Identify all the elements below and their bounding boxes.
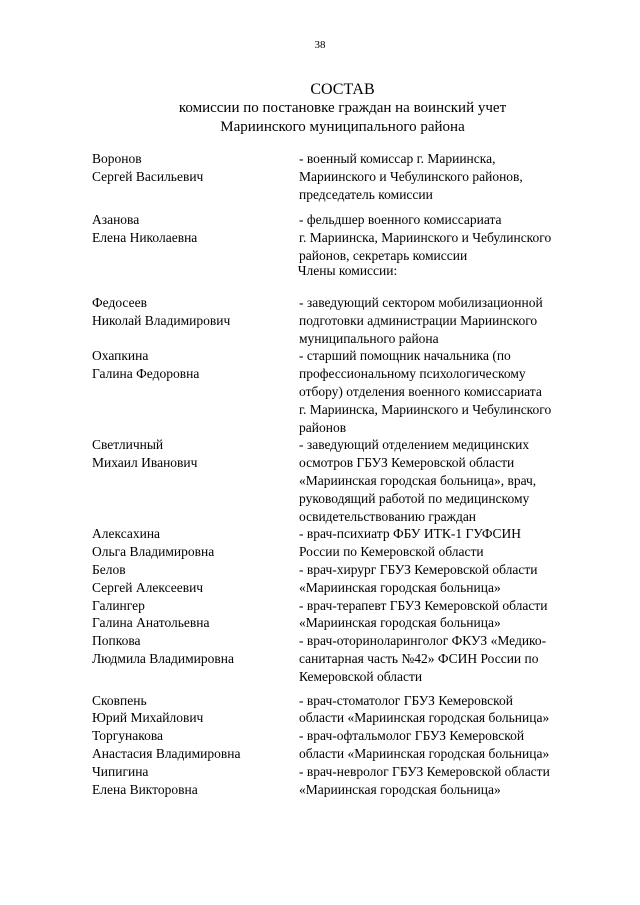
member-name: Белов Сергей Алексеевич [92, 561, 204, 595]
member-role: - врач-хирург ГБУЗ Кемеровской области «Мариинская городская больница» [299, 561, 538, 595]
member-name: Сковпень Юрий Михайлович [92, 692, 204, 726]
members-title: Члены комиссии: [297, 263, 398, 278]
member-role: - фельдшер военного комиссариата г. Мариинска, Мариинского и Чебулинского районов, секретарь комиссии [299, 212, 552, 263]
member-name: Светличный Михаил Иванович [92, 437, 198, 471]
list-item [92, 211, 602, 264]
list-item [92, 597, 602, 633]
list-item [92, 632, 602, 685]
member-role: - врач-терапевт ГБУЗ Кемеровской области «Мариинская городская больница» [299, 597, 548, 631]
leadership-list [92, 150, 602, 265]
heading-title: СОСТАВ [310, 81, 375, 98]
member-name: Галингер Галина Анатольевна [92, 597, 210, 631]
member-name: Федосеев Николай Владимирович [92, 295, 231, 328]
member-name: Охапкина Галина Федоровна [92, 348, 200, 382]
heading-line-2: Мариинского муниципального района [220, 119, 465, 135]
member-name: Алексахина Ольга Владимировна [92, 526, 215, 560]
list-item [92, 561, 602, 597]
list-item [92, 727, 602, 763]
member-role: - врач-психиатр ФБУ ИТК-1 ГУФСИН России по Кемеровской области [299, 526, 522, 560]
list-item [92, 692, 602, 728]
document-heading [80, 80, 605, 137]
member-name: Торгунакова Анастасия Владимировна [92, 728, 241, 761]
member-role: - врач-офтальмолог ГБУЗ Кемеровской области «Мариинская городская больница» [299, 728, 550, 761]
member-role: - военный комиссар г. Мариинска, Мариинского и Чебулинского районов, председатель комиссии [299, 151, 523, 202]
member-role: - врач-невролог ГБУЗ Кемеровской области «Мариинская городская больница» [299, 763, 550, 797]
list-item [92, 525, 602, 561]
member-role: - врач-стоматолог ГБУЗ Кемеровской области «Мариинская городская больница» [299, 692, 550, 726]
members-list [92, 294, 602, 798]
member-role: - врач-оториноларинголог ФКУЗ «Медико- санитарная часть №42» ФСИН России по Кемеровской области [299, 633, 547, 684]
list-item [92, 436, 602, 525]
member-role: - старший помощник начальника (по профессиональному психологическому отбору) отделения военного комиссариата г. Мариинска, Мариинского и Чебулинского районов [299, 348, 552, 435]
member-name: Чипигина Елена Викторовна [92, 763, 198, 797]
member-name: Попкова Людмила Владимировна [92, 633, 234, 666]
heading-line-1: комиссии по постановке граждан на воинский учет [178, 100, 507, 116]
page-number: 38 [314, 39, 326, 51]
list-item [92, 347, 602, 436]
member-role: - заведующий сектором мобилизационной подготовки администрации Мариинского муниципального района [299, 295, 543, 346]
member-name: Воронов Сергей Васильевич [92, 151, 204, 184]
member-role: - заведующий отделением медицинских осмотров ГБУЗ Кемеровской области «Мариинская городская больница», врач, руководящий работой по медицинскому освидетельствованию граждан [299, 437, 537, 524]
list-item [92, 763, 602, 799]
list-item [92, 294, 602, 347]
member-name: Азанова Елена Николаевна [92, 212, 198, 246]
list-item [92, 150, 602, 203]
